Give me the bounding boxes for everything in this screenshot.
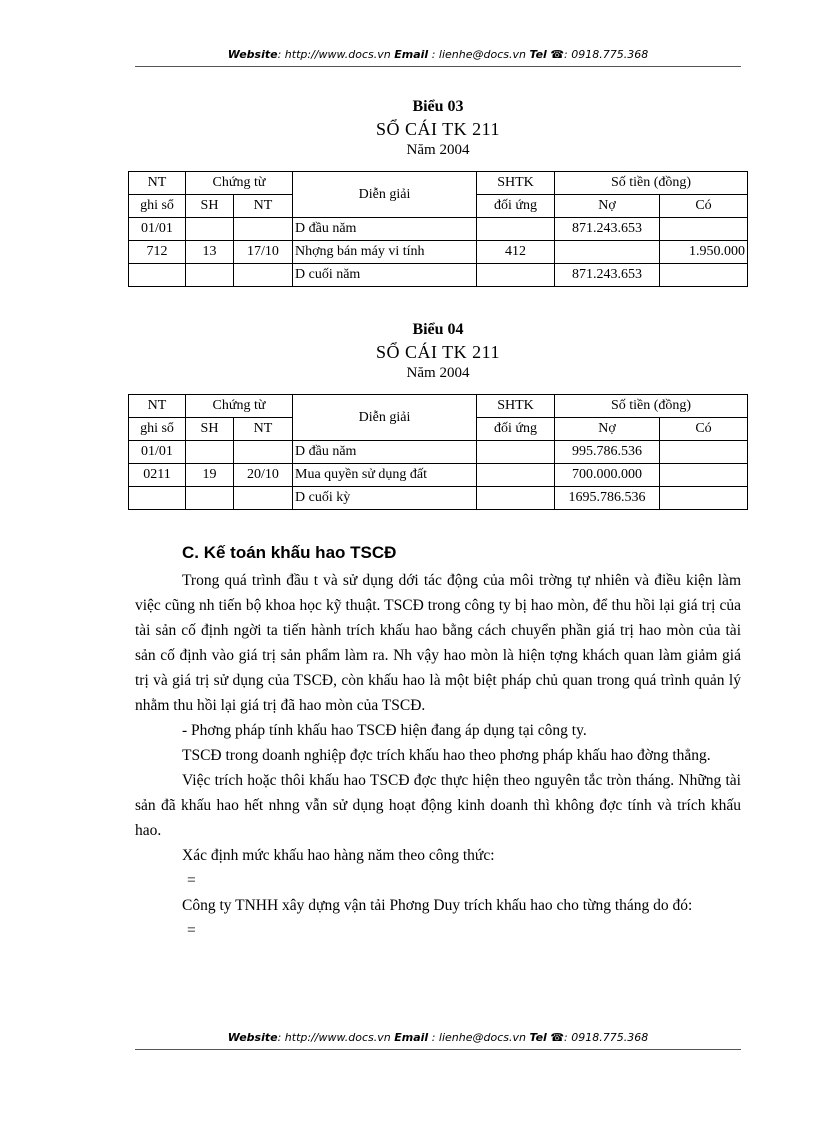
header-nt-ct: NT (234, 195, 293, 218)
table4-title-block (135, 319, 741, 383)
table4-year: Năm 2004 (406, 365, 470, 381)
table-row (129, 441, 748, 464)
table3-title: SỔ CÁI TK 211 (375, 119, 500, 139)
cell-shtk (477, 218, 555, 241)
section-body (135, 568, 741, 943)
cell-co (660, 264, 748, 287)
header-sh: SH (186, 195, 234, 218)
cell-ntct: 20/10 (234, 464, 293, 487)
header-doi-ung: đối ứng (477, 418, 555, 441)
table4-title: SỔ CÁI TK 211 (375, 342, 500, 362)
cell-sh (186, 218, 234, 241)
email-label: Email (394, 48, 429, 61)
header-doi-ung: đối ứng (477, 195, 555, 218)
cell-nt: 712 (129, 241, 186, 264)
cell-sh: 13 (186, 241, 234, 264)
table-row (129, 218, 748, 241)
cell-nt (129, 487, 186, 510)
cell-shtk (477, 464, 555, 487)
header-dien-giai: Diễn giải (293, 172, 477, 218)
header-co: Có (660, 195, 748, 218)
header-chung-tu: Chứng từ (186, 172, 293, 195)
cell-ntct (234, 218, 293, 241)
header-no: Nợ (555, 418, 660, 441)
table3-caption: Biểu 03 (412, 98, 464, 115)
cell-no: 1695.786.536 (555, 487, 660, 510)
website-value: : http://www.docs.vn (277, 48, 391, 61)
cell-sh: 19 (186, 464, 234, 487)
table4-caption: Biểu 04 (412, 321, 464, 338)
table-row (129, 264, 748, 287)
page-header (135, 48, 741, 61)
email-value: : lienhe@docs.vn (431, 1031, 526, 1044)
cell-ntct (234, 264, 293, 287)
table3-year: Năm 2004 (406, 142, 470, 158)
cell-no: 995.786.536 (555, 441, 660, 464)
header-co: Có (660, 418, 748, 441)
paragraph: Xác định mức khấu hao hàng năm theo công thức: (182, 847, 495, 864)
paragraph: - Phơng pháp tính khấu hao TSCĐ hiện đang áp dụng tại công ty. (182, 722, 587, 739)
cell-nt: 01/01 (129, 441, 186, 464)
table3-title-block (135, 96, 741, 160)
table-row (129, 487, 748, 510)
cell-dien-giai: D đầu năm (293, 441, 477, 464)
paragraph: Công ty TNHH xây dựng vận tải Phơng Duy trích khấu hao cho từng tháng do đó: (182, 897, 693, 914)
website-value: : http://www.docs.vn (277, 1031, 391, 1044)
cell-no: 871.243.653 (555, 264, 660, 287)
header-nt-ct: NT (234, 418, 293, 441)
header-dien-giai: Diễn giải (293, 395, 477, 441)
cell-dien-giai: D cuối kỳ (293, 487, 477, 510)
cell-co (660, 464, 748, 487)
cell-no: 700.000.000 (555, 464, 660, 487)
cell-nt: 0211 (129, 464, 186, 487)
table-row (129, 241, 748, 264)
phone-icon: ☎ (550, 1031, 565, 1044)
cell-shtk: 412 (477, 241, 555, 264)
tel-label: Tel (529, 48, 547, 61)
ledger-table-4 (128, 394, 748, 510)
footer-divider (135, 1049, 741, 1050)
website-label: Website (227, 48, 278, 61)
website-label: Website (227, 1031, 278, 1044)
cell-no: 871.243.653 (555, 218, 660, 241)
header-shtk: SHTK (477, 395, 555, 418)
header-so-tien: Số tiền (đồng) (555, 395, 748, 418)
section-title: C. Kế toán khấu hao TSCĐ (182, 543, 397, 562)
header-nt: NT (129, 172, 186, 195)
header-no: Nợ (555, 195, 660, 218)
cell-dien-giai: D cuối năm (293, 264, 477, 287)
phone-icon: ☎ (550, 48, 565, 61)
cell-ntct (234, 487, 293, 510)
cell-no (555, 241, 660, 264)
page-footer (135, 1031, 741, 1044)
cell-shtk (477, 264, 555, 287)
header-divider (135, 66, 741, 67)
header-chung-tu: Chứng từ (186, 395, 293, 418)
paragraph: TSCĐ trong doanh nghiệp đợc trích khấu hao theo phơng pháp khấu hao đờng thẳng. (182, 747, 711, 764)
cell-shtk (477, 487, 555, 510)
cell-co (660, 441, 748, 464)
cell-sh (186, 487, 234, 510)
ledger-table-3 (128, 171, 748, 287)
cell-dien-giai: Nhợng bán máy vi tính (293, 241, 477, 264)
cell-sh (186, 441, 234, 464)
paragraph: Việc trích hoặc thôi khấu hao TSCĐ đợc thực hiện theo nguyên tắc tròn tháng. Những tài sản đã khấu hao hết nhng vẫn sử dụng hoạt động kinh doanh thì không đợc tính và trích khấu hao. (135, 772, 741, 839)
cell-co (660, 487, 748, 510)
cell-co (660, 218, 748, 241)
formula-placeholder: = (187, 922, 196, 939)
cell-dien-giai: Mua quyền sử dụng đất (293, 464, 477, 487)
cell-ntct (234, 441, 293, 464)
header-ghi-so: ghi sổ (129, 195, 186, 218)
header-sh: SH (186, 418, 234, 441)
header-so-tien: Số tiền (đồng) (555, 172, 748, 195)
tel-label: Tel (529, 1031, 547, 1044)
cell-co: 1.950.000 (660, 241, 748, 264)
cell-nt: 01/01 (129, 218, 186, 241)
cell-ntct: 17/10 (234, 241, 293, 264)
header-nt: NT (129, 395, 186, 418)
header-ghi-so: ghi sổ (129, 418, 186, 441)
cell-dien-giai: D đầu năm (293, 218, 477, 241)
email-label: Email (394, 1031, 429, 1044)
header-shtk: SHTK (477, 172, 555, 195)
formula-placeholder: = (187, 872, 196, 889)
cell-nt (129, 264, 186, 287)
tel-value: : 0918.775.368 (564, 1031, 649, 1044)
email-value: : lienhe@docs.vn (431, 48, 526, 61)
cell-sh (186, 264, 234, 287)
tel-value: : 0918.775.368 (564, 48, 649, 61)
table-row (129, 464, 748, 487)
paragraph: Trong quá trình đầu t và sử dụng dới tác động của môi trờng tự nhiên và điều kiện làm việc cũng nh tiến bộ khoa học kỹ thuật. TSCĐ trong công ty bị hao mòn, để thu hồi lại giá trị của tài sản cố định ngời ta tiến hành trích khấu hao bằng cách chuyển phần giá trị hao mòn của tài sản cố định vào giá trị sản phẩm làm ra. Nh vậy hao mòn là hiện tợng khách quan làm giảm giá trị và giá trị sử dụng của TSCĐ, còn khấu hao là một biệt pháp chủ quan trong quá trình quản lý nhằm thu hồi lại giá trị đã hao mòn của TSCĐ. (135, 572, 741, 714)
cell-shtk (477, 441, 555, 464)
